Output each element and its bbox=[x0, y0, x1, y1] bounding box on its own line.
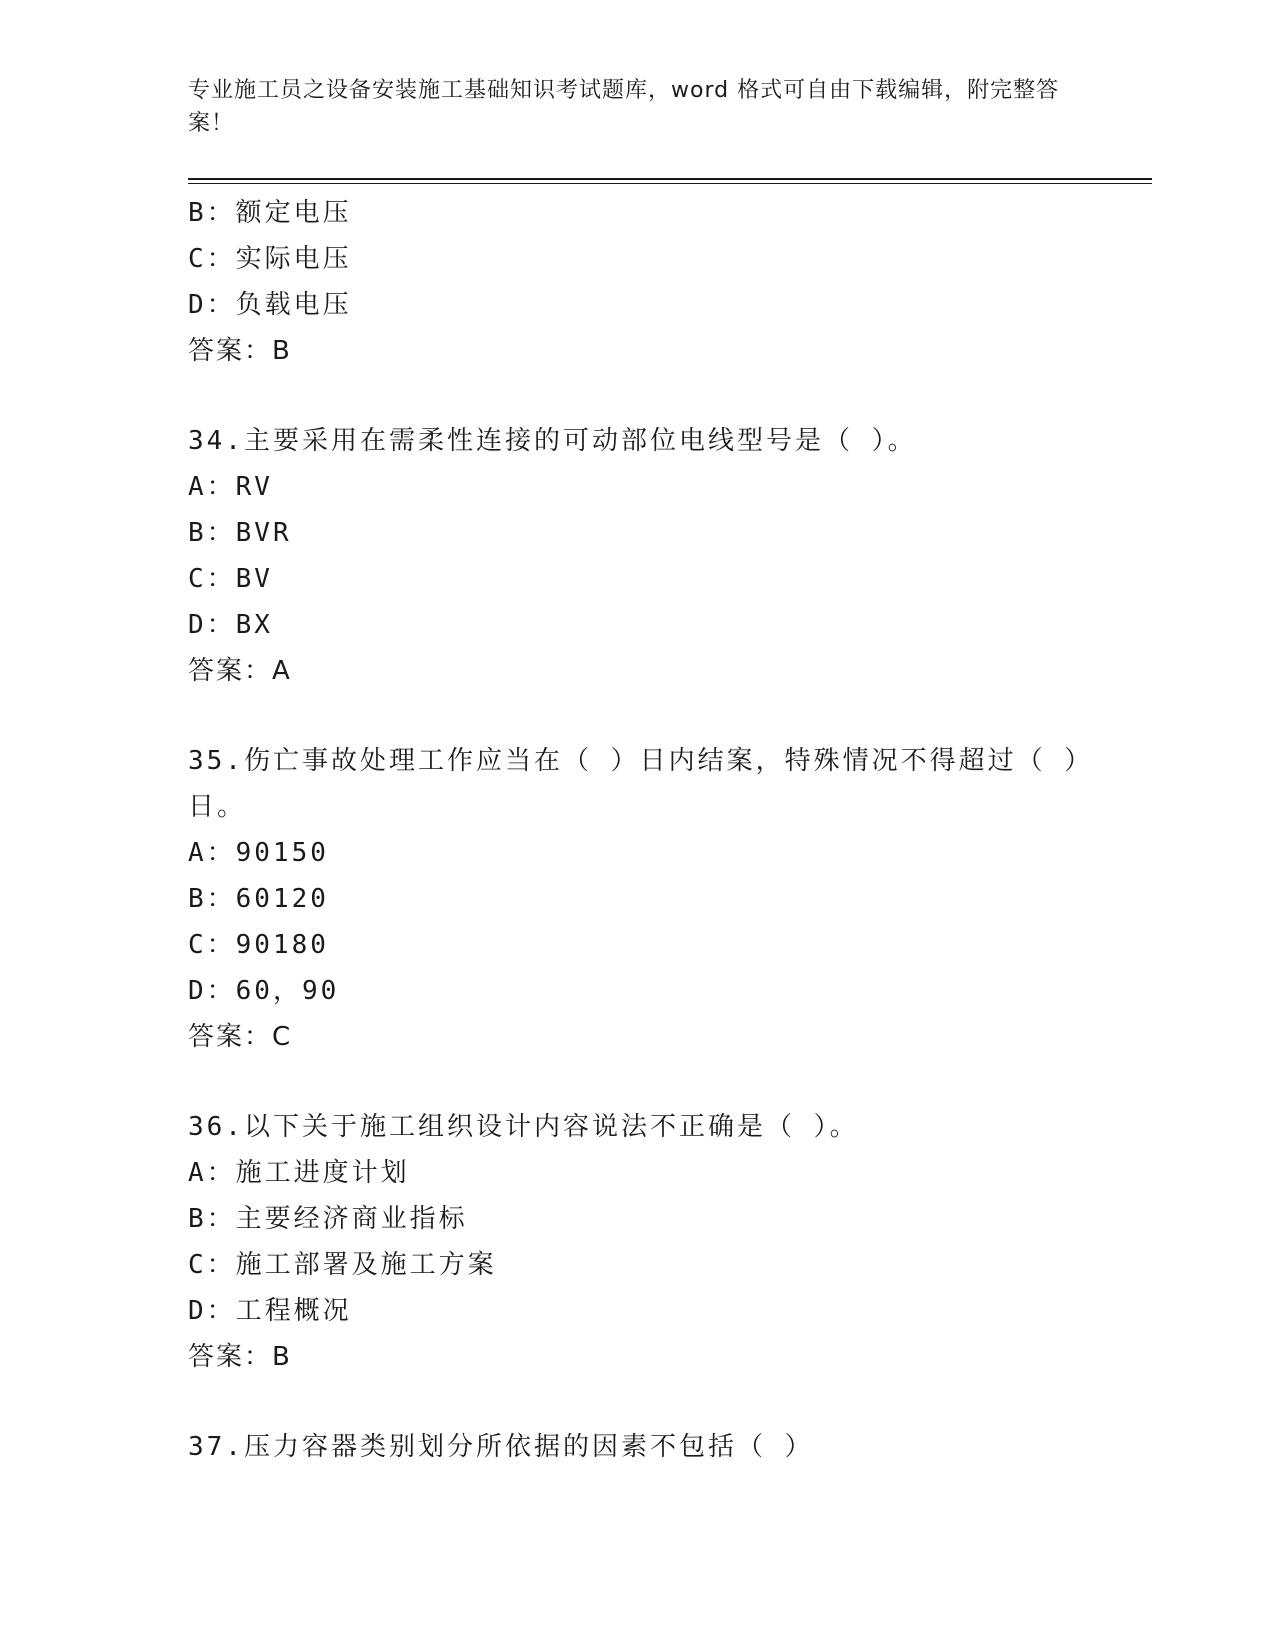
option-c: C：BV bbox=[188, 564, 273, 594]
question-text: 37.压力容器类别划分所依据的因素不包括（ ） bbox=[188, 1432, 814, 1462]
option-d: D：工程概况 bbox=[188, 1296, 352, 1326]
answer-line: 答案：B bbox=[188, 1342, 292, 1372]
spacer bbox=[188, 1380, 1088, 1424]
question-35-block bbox=[188, 738, 1094, 1060]
spacer bbox=[188, 374, 1088, 418]
option-a: A：90150 bbox=[188, 838, 329, 868]
document-header: 专业施工员之设备安装施工基础知识考试题库，word 格式可自由下载编辑，附完整答案！ bbox=[188, 78, 1060, 136]
question-text-line-1: 35.伤亡事故处理工作应当在（ ）日内结案，特殊情况不得超过（ ） bbox=[188, 746, 1094, 776]
option-c: C：施工部署及施工方案 bbox=[188, 1250, 497, 1280]
question-33-block bbox=[188, 190, 1088, 374]
option-c: C：实际电压 bbox=[188, 244, 352, 274]
question-text: 36.以下关于施工组织设计内容说法不正确是（ ）。 bbox=[188, 1112, 859, 1142]
question-text: 34.主要采用在需柔性连接的可动部位电线型号是（ ）。 bbox=[188, 426, 917, 456]
question-list bbox=[188, 190, 1094, 1470]
question-text-line-2: 日。 bbox=[188, 792, 247, 822]
option-d: D：60，90 bbox=[188, 976, 340, 1006]
option-b: B：主要经济商业指标 bbox=[188, 1204, 468, 1234]
option-d: D：负载电压 bbox=[188, 290, 352, 320]
answer-line: 答案：B bbox=[188, 336, 292, 366]
header-divider-thin bbox=[188, 183, 1152, 184]
option-b: B：60120 bbox=[188, 884, 329, 914]
answer-line: 答案：A bbox=[188, 656, 292, 686]
question-36-block bbox=[188, 1104, 1088, 1380]
option-b: B：额定电压 bbox=[188, 198, 352, 228]
option-b: B：BVR bbox=[188, 518, 292, 548]
question-37-block bbox=[188, 1424, 1088, 1470]
question-34-block bbox=[188, 418, 1088, 694]
option-a: A：施工进度计划 bbox=[188, 1158, 410, 1188]
spacer bbox=[188, 1060, 1088, 1104]
option-c: C：90180 bbox=[188, 930, 329, 960]
option-a: A：RV bbox=[188, 472, 273, 502]
spacer bbox=[188, 694, 1088, 738]
header-divider-thick bbox=[188, 178, 1152, 180]
answer-line: 答案：C bbox=[188, 1022, 293, 1052]
option-d: D：BX bbox=[188, 610, 273, 640]
